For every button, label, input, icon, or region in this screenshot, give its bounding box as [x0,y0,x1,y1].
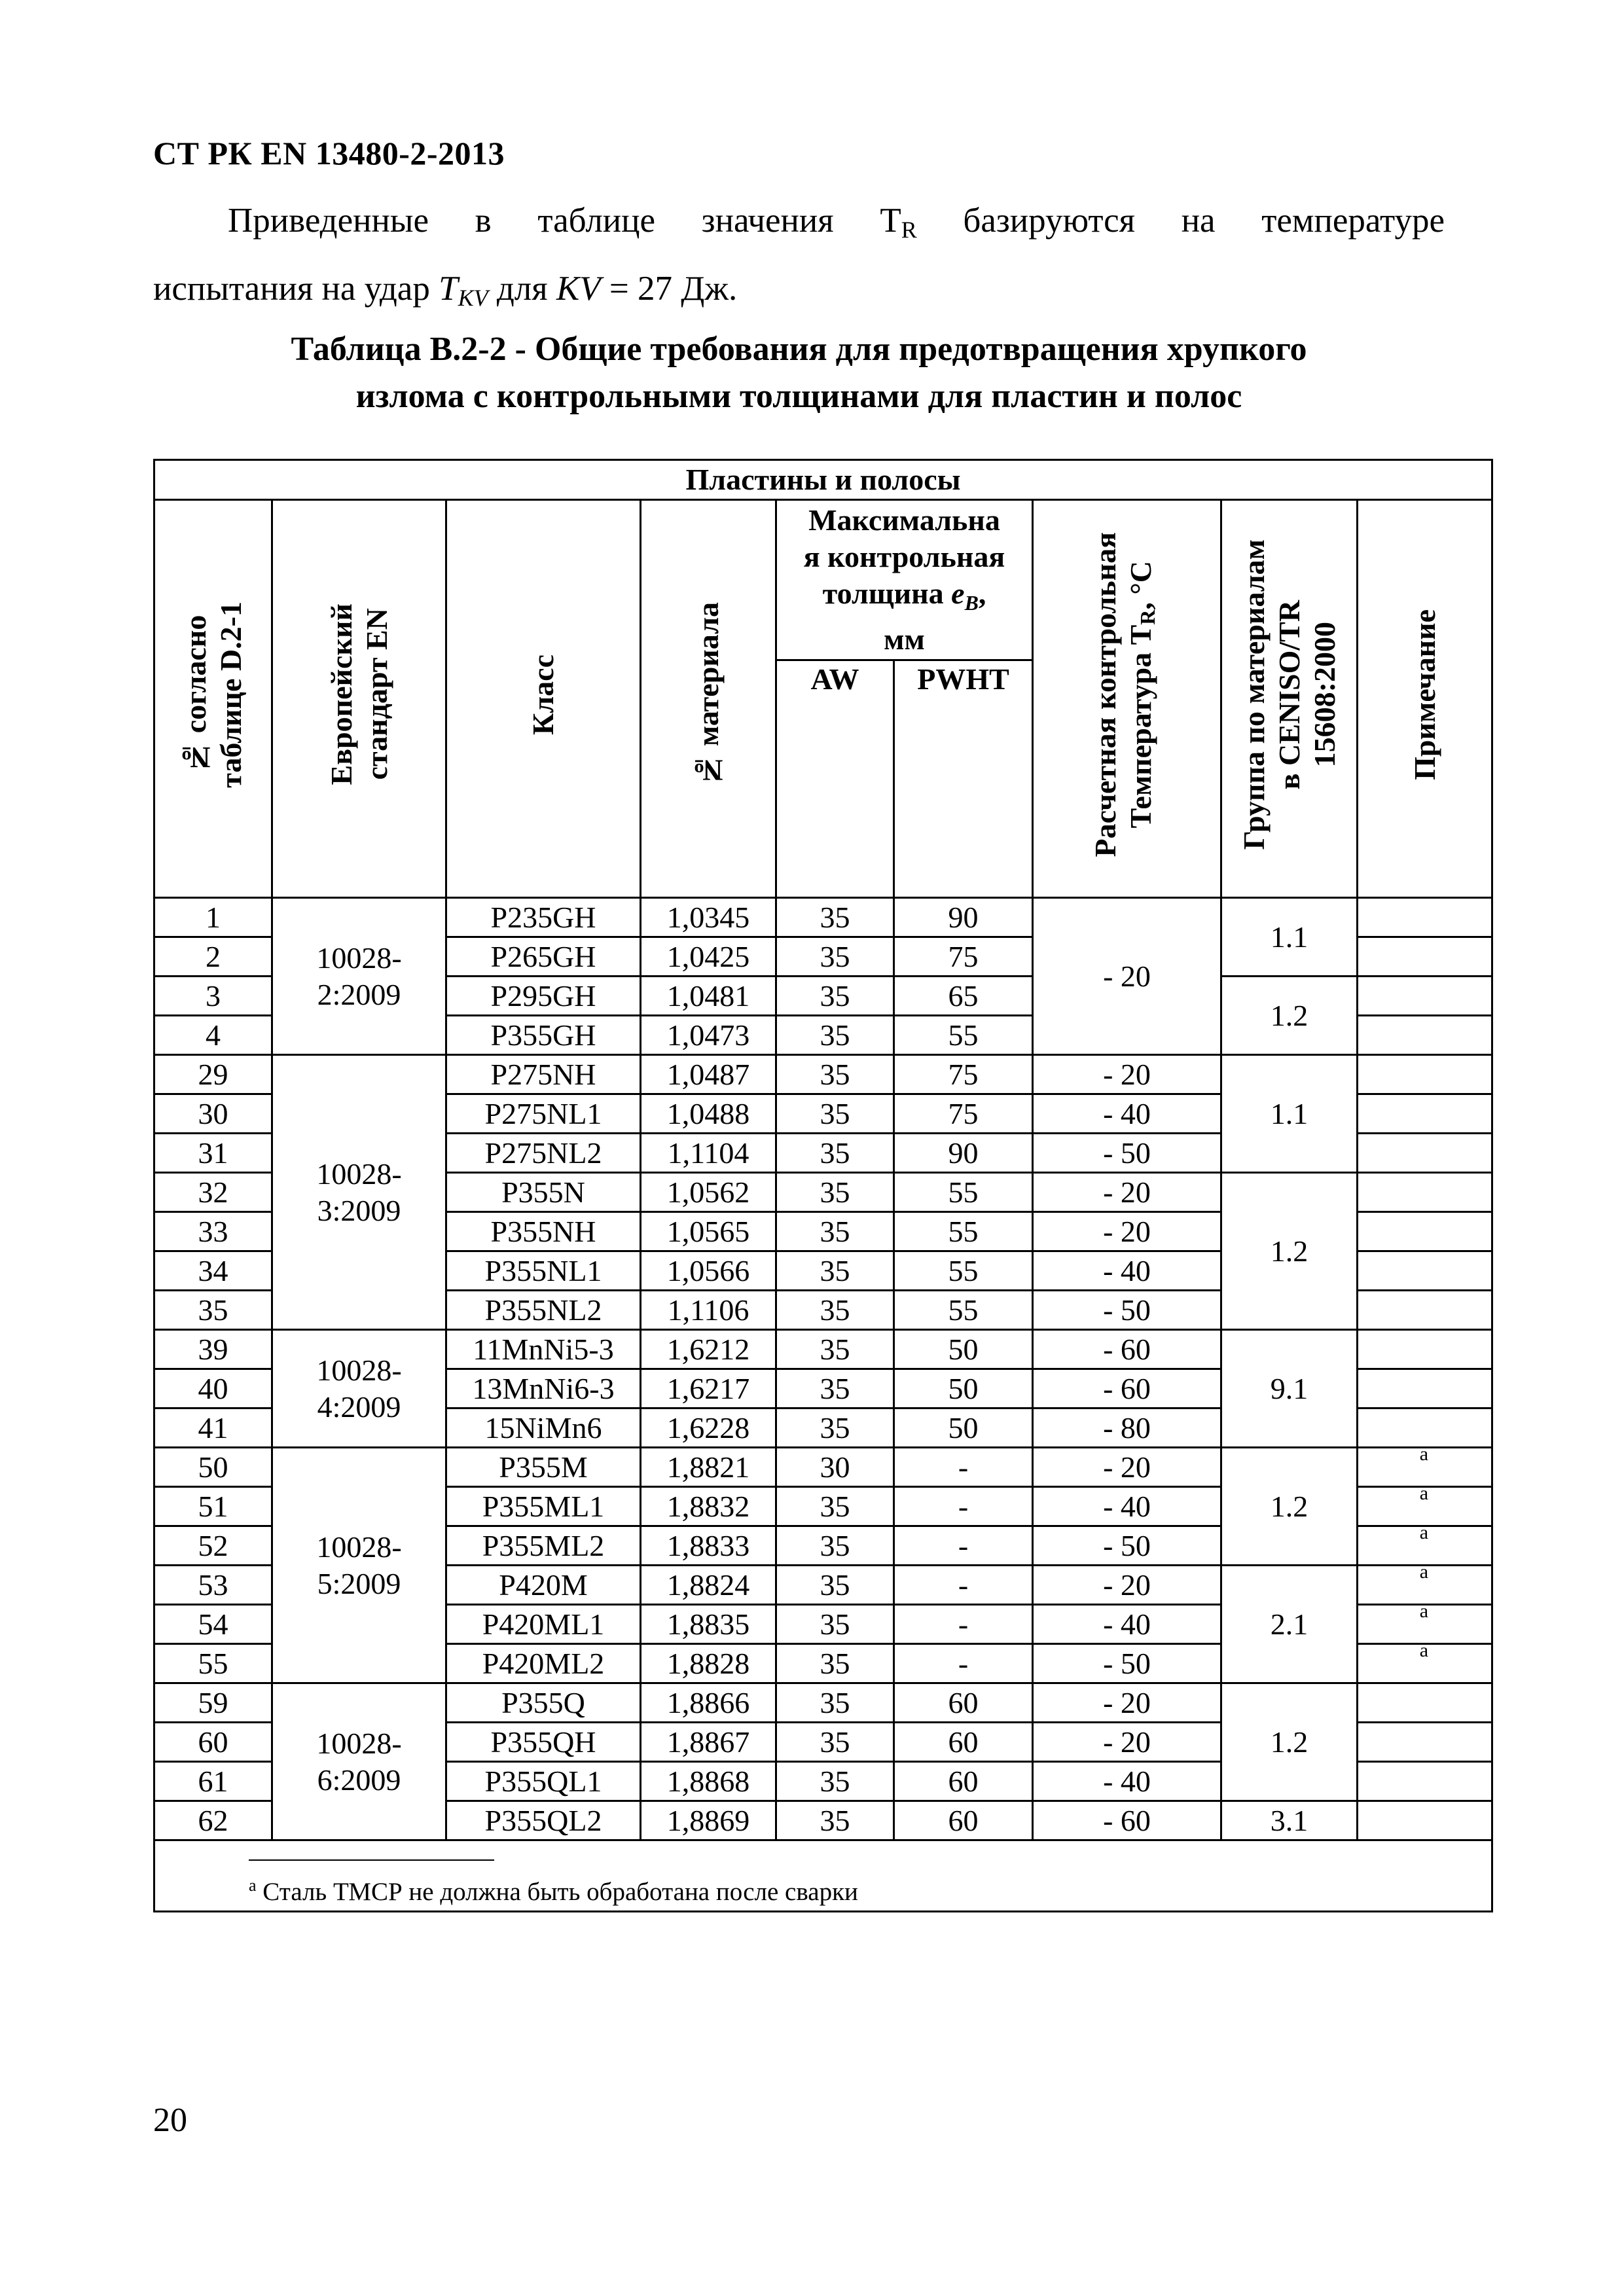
material-number: 1,8832 [641,1487,776,1526]
temperature-cell: - 20 [1033,1723,1221,1762]
material-number: 1,8868 [641,1762,776,1801]
col-header-max-thickness: Максимальна я контрольная толщина $e_B$, мм [776,500,1033,660]
col-header-temperature: Расчетная контрольная Температура $T_R$, °C [1033,500,1221,898]
note-cell [1358,1762,1492,1801]
standard-cell: 10028- 3:2009 [272,1055,446,1330]
steel-class: 13MnNi6-3 [446,1369,641,1408]
col-header-standard: Европейский стандарт EN [272,500,446,898]
temperature-cell: - 40 [1033,1094,1221,1134]
material-number: 1,0487 [641,1055,776,1094]
steel-class: P355NH [446,1212,641,1251]
steel-class: P355M [446,1448,641,1487]
thickness-pwht: - [894,1566,1033,1605]
thickness-pwht: - [894,1644,1033,1683]
thickness-aw: 35 [776,1251,894,1291]
thickness-pwht: 55 [894,1291,1033,1330]
thickness-pwht: 60 [894,1723,1033,1762]
row-number: 60 [154,1723,272,1762]
material-number: 1,0562 [641,1173,776,1212]
temperature-cell: - 20 [1033,1212,1221,1251]
note-mark: a [1419,1604,1429,1623]
steel-class: P355QH [446,1723,641,1762]
row-number: 61 [154,1762,272,1801]
thickness-aw: 35 [776,937,894,977]
thickness-aw: 35 [776,1408,894,1448]
row-number: 34 [154,1251,272,1291]
material-number: 1,0473 [641,1016,776,1055]
note-cell [1358,1801,1492,1840]
footnote: $^a$ Сталь ТМСР не должна быть обработана после сварки [249,1876,858,1907]
note-cell [1358,1487,1492,1526]
material-group-cell: 3.1 [1221,1801,1358,1840]
material-group-cell: 1.1 [1221,1055,1358,1173]
note-cell [1358,1526,1492,1566]
material-group-cell: 1.2 [1221,1173,1358,1330]
thickness-pwht: 50 [894,1408,1033,1448]
row-number: 29 [154,1055,272,1094]
steel-class: P275NL1 [446,1094,641,1134]
table-row [154,898,1492,937]
steel-class: 15NiMn6 [446,1408,641,1448]
thickness-pwht: 75 [894,937,1033,977]
table-row [154,1683,1492,1723]
steel-class: P235GH [446,898,641,937]
row-number: 55 [154,1644,272,1683]
temperature-cell: - 20 [1033,1055,1221,1094]
steel-class: P355NL2 [446,1291,641,1330]
thickness-aw: 35 [776,1173,894,1212]
material-number: 1,0566 [641,1251,776,1291]
steel-class: P420M [446,1566,641,1605]
material-group-cell: 1.2 [1221,1448,1358,1566]
temperature-cell: - 60 [1033,1330,1221,1369]
thickness-pwht: - [894,1487,1033,1526]
steel-class: P420ML2 [446,1644,641,1683]
standard-cell: 10028- 4:2009 [272,1330,446,1448]
material-number: 1,8867 [641,1723,776,1762]
temperature-cell: - 50 [1033,1526,1221,1566]
col-header-note: Примечание [1358,500,1492,898]
table-caption: Таблица В.2-2 - Общие требования для предотвращения хрупкого излома с контрольными толщинами для пластин и полос [291,331,1307,415]
col-header-class: Класс [446,500,641,898]
steel-class: P355ML1 [446,1487,641,1526]
note-cell [1358,1134,1492,1173]
thickness-aw: 35 [776,1487,894,1526]
material-group-cell: 2.1 [1221,1566,1358,1683]
note-mark: a [1419,1526,1429,1544]
temperature-cell: - 60 [1033,1801,1221,1840]
material-group-cell: 1.1 [1221,898,1358,977]
thickness-aw: 35 [776,1369,894,1408]
standard-cell: 10028- 5:2009 [272,1448,446,1683]
table-row [154,1055,1492,1094]
row-number: 54 [154,1605,272,1644]
steel-class: 11MnNi5-3 [446,1330,641,1369]
page-number: 20 [153,2102,187,2139]
footnote-divider [249,1859,494,1861]
row-number: 32 [154,1173,272,1212]
thickness-aw: 35 [776,1644,894,1683]
thickness-pwht: 75 [894,1094,1033,1134]
thickness-pwht: 50 [894,1330,1033,1369]
table-row [154,1330,1492,1369]
thickness-aw: 35 [776,1094,894,1134]
thickness-aw: 35 [776,1055,894,1094]
steel-class: P355GH [446,1016,641,1055]
thickness-pwht: - [894,1526,1033,1566]
thickness-pwht: 75 [894,1055,1033,1094]
steel-class: P355ML2 [446,1526,641,1566]
note-mark: a [1419,1486,1429,1505]
material-number: 1,0488 [641,1094,776,1134]
steel-class: P265GH [446,937,641,977]
requirements-table [153,459,1493,1912]
row-number: 40 [154,1369,272,1408]
row-number: 51 [154,1487,272,1526]
row-number: 41 [154,1408,272,1448]
note-cell [1358,1683,1492,1723]
material-number: 1,8824 [641,1566,776,1605]
note-cell [1358,937,1492,977]
note-mark: a [1419,1643,1429,1662]
material-number: 1,8835 [641,1605,776,1644]
thickness-aw: 35 [776,1526,894,1566]
row-number: 3 [154,977,272,1016]
row-number: 31 [154,1134,272,1173]
material-number: 1,8828 [641,1644,776,1683]
note-cell [1358,1173,1492,1212]
thickness-pwht: 50 [894,1369,1033,1408]
steel-class: P355QL2 [446,1801,641,1840]
temperature-cell: - 40 [1033,1251,1221,1291]
thickness-aw: 35 [776,898,894,937]
standard-cell: 10028- 2:2009 [272,898,446,1055]
steel-class: P275NH [446,1055,641,1094]
thickness-aw: 35 [776,1134,894,1173]
steel-class: P355N [446,1173,641,1212]
document-code: СТ РК EN 13480-2-2013 [153,135,505,171]
row-number: 39 [154,1330,272,1369]
steel-class: P420ML1 [446,1605,641,1644]
note-mark: a [1419,1565,1429,1583]
footnote-cell [154,1840,1492,1912]
note-cell [1358,1212,1492,1251]
note-cell [1358,1408,1492,1448]
row-number: 2 [154,937,272,977]
col-header-no: № согласно таблице D.2-1 [154,500,272,898]
material-number: 1,0345 [641,898,776,937]
temperature-cell: - 50 [1033,1134,1221,1173]
standard-cell: 10028- 6:2009 [272,1683,446,1840]
material-group-cell: 1.2 [1221,1683,1358,1801]
material-number: 1,0425 [641,937,776,977]
steel-class: P295GH [446,977,641,1016]
row-number: 62 [154,1801,272,1840]
row-number: 33 [154,1212,272,1251]
steel-class: P355QL1 [446,1762,641,1801]
thickness-pwht: 55 [894,1016,1033,1055]
thickness-aw: 35 [776,1291,894,1330]
temperature-cell: - 40 [1033,1762,1221,1801]
material-number: 1,8866 [641,1683,776,1723]
temperature-cell: - 50 [1033,1644,1221,1683]
note-cell [1358,1094,1492,1134]
thickness-aw: 35 [776,1212,894,1251]
note-cell [1358,1251,1492,1291]
temperature-cell: - 60 [1033,1369,1221,1408]
note-cell [1358,1369,1492,1408]
thickness-aw: 35 [776,1801,894,1840]
thickness-pwht: - [894,1605,1033,1644]
temperature-cell: - 20 [1033,1566,1221,1605]
thickness-pwht: 90 [894,1134,1033,1173]
note-cell [1358,1330,1492,1369]
material-number: 1,6228 [641,1408,776,1448]
material-number: 1,0481 [641,977,776,1016]
thickness-aw: 35 [776,1016,894,1055]
col-header-material: № материала [641,500,776,898]
group-header: Пластины и полосы [154,460,1492,500]
thickness-aw: 35 [776,1330,894,1369]
row-number: 53 [154,1566,272,1605]
material-number: 1,6212 [641,1330,776,1369]
material-number: 1,0565 [641,1212,776,1251]
row-number: 1 [154,898,272,937]
table-row [154,1448,1492,1487]
thickness-aw: 35 [776,1605,894,1644]
thickness-pwht: - [894,1448,1033,1487]
temperature-cell: - 40 [1033,1605,1221,1644]
intro-paragraph: Приведенные в таблице значения $T_R$ базируются на температуре испытания на удар $T_{KV}$ для KV = 27 Дж. [153,202,1445,311]
thickness-aw: 35 [776,1762,894,1801]
material-number: 1,8869 [641,1801,776,1840]
col-header-aw: AW [776,660,894,898]
note-cell [1358,1448,1492,1487]
row-number: 50 [154,1448,272,1487]
col-header-pwht: PWHT [894,660,1033,898]
note-cell [1358,977,1492,1016]
temperature-cell: - 80 [1033,1408,1221,1448]
thickness-pwht: 55 [894,1212,1033,1251]
material-number: 1,1104 [641,1134,776,1173]
material-number: 1,1106 [641,1291,776,1330]
thickness-pwht: 55 [894,1173,1033,1212]
note-cell [1358,898,1492,937]
row-number: 52 [154,1526,272,1566]
note-cell [1358,1605,1492,1644]
thickness-pwht: 90 [894,898,1033,937]
col-header-material-group: Группа по материалам в CENISO/TR 15608:2000 [1221,500,1358,898]
temperature-cell: - 20 [1033,1448,1221,1487]
thickness-aw: 30 [776,1448,894,1487]
thickness-aw: 35 [776,1683,894,1723]
material-number: 1,6217 [641,1369,776,1408]
note-cell [1358,1016,1492,1055]
temperature-cell: - 20 [1033,898,1221,1055]
steel-class: P275NL2 [446,1134,641,1173]
material-group-cell: 9.1 [1221,1330,1358,1448]
thickness-pwht: 60 [894,1801,1033,1840]
note-cell [1358,1644,1492,1683]
row-number: 35 [154,1291,272,1330]
temperature-cell: - 40 [1033,1487,1221,1526]
steel-class: P355NL1 [446,1251,641,1291]
row-number: 59 [154,1683,272,1723]
note-cell [1358,1055,1492,1094]
thickness-pwht: 55 [894,1251,1033,1291]
material-number: 1,8833 [641,1526,776,1566]
note-cell [1358,1291,1492,1330]
note-mark: a [1419,1447,1429,1465]
temperature-cell: - 20 [1033,1173,1221,1212]
thickness-aw: 35 [776,1723,894,1762]
temperature-cell: - 50 [1033,1291,1221,1330]
row-number: 30 [154,1094,272,1134]
material-group-cell: 1.2 [1221,977,1358,1055]
note-cell [1358,1723,1492,1762]
steel-class: P355Q [446,1683,641,1723]
thickness-pwht: 65 [894,977,1033,1016]
temperature-cell: - 20 [1033,1683,1221,1723]
thickness-pwht: 60 [894,1762,1033,1801]
thickness-aw: 35 [776,1566,894,1605]
thickness-aw: 35 [776,977,894,1016]
row-number: 4 [154,1016,272,1055]
material-number: 1,8821 [641,1448,776,1487]
thickness-pwht: 60 [894,1683,1033,1723]
note-cell [1358,1566,1492,1605]
